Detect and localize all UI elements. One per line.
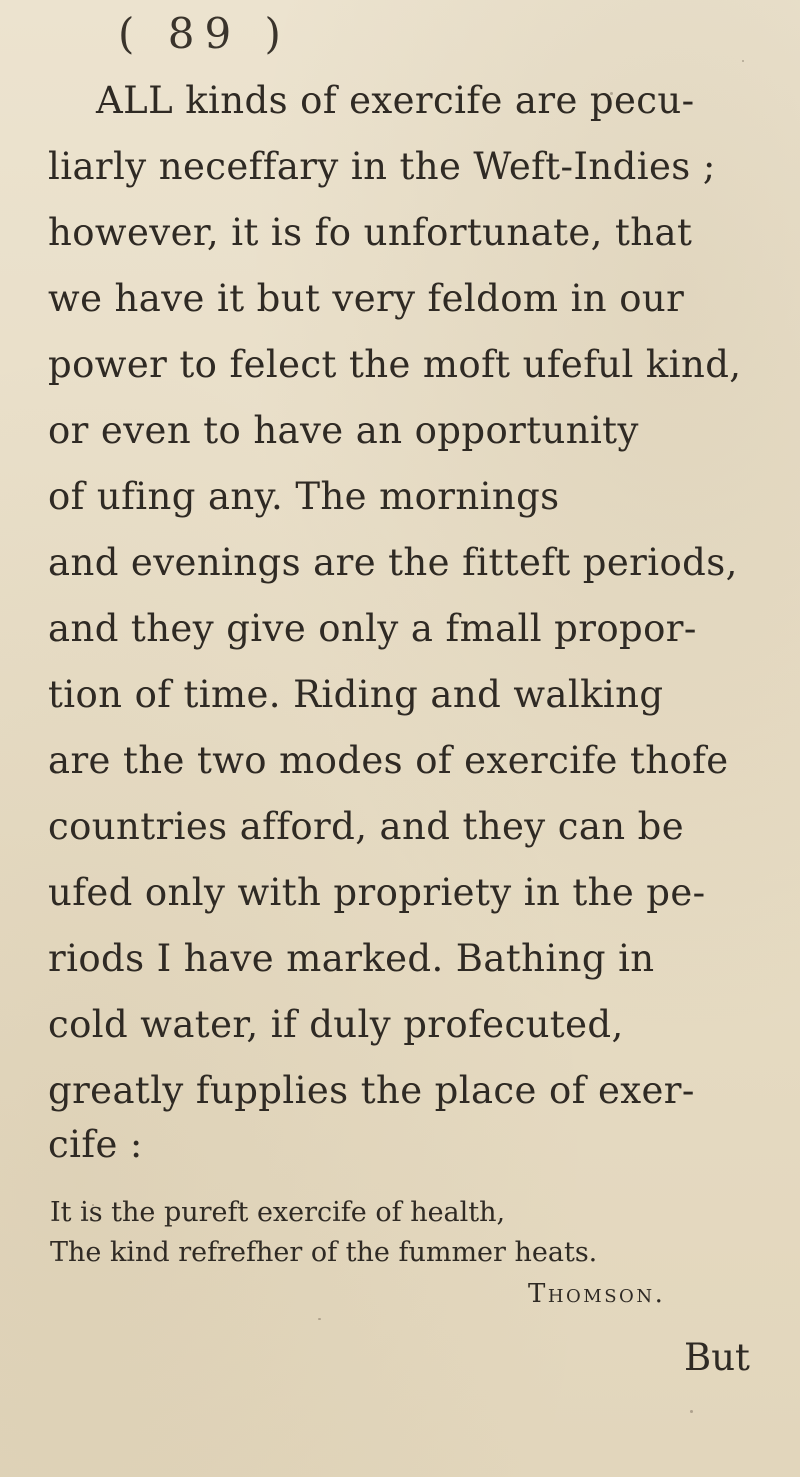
verse-attribution: Thomson. [528, 1279, 666, 1309]
text-line: of ufing any. The mornings [48, 475, 560, 518]
paper-speck [742, 60, 744, 62]
text-line: greatly fupplies the place of exer- [48, 1069, 695, 1112]
text-line: however, it is fo unfortunate, that [48, 211, 693, 254]
text-line: power to felect the moft ufeful kind, [48, 343, 742, 386]
paper-speck [610, 92, 613, 95]
text-line: and evenings are the fitteft periods, [48, 541, 738, 584]
text-line: cife : [48, 1123, 143, 1166]
text-line: liarly neceffary in the Weft-Indies ; [48, 145, 716, 188]
verse-line: The kind refrefher of the fummer heats. [50, 1237, 598, 1268]
text-line: countries afford, and they can be [48, 805, 685, 848]
text-line: are the two modes of exercife thofe [48, 739, 729, 782]
catchword: But [684, 1336, 750, 1379]
text-line: we have it but very feldom in our [48, 277, 685, 320]
text-line: ufed only with propriety in the pe- [48, 871, 706, 914]
paper-speck [318, 1318, 321, 1320]
text-line: tion of time. Riding and walking [48, 673, 664, 716]
verse-line: It is the pureft exercife of health, [50, 1197, 506, 1228]
text-line: ALL kinds of exercife are pecu- [96, 79, 695, 122]
text-line: and they give only a fmall propor- [48, 607, 697, 650]
paper-speck [92, 1204, 94, 1206]
text-line: cold water, if duly profecuted, [48, 1003, 624, 1046]
page-number: ( 89 ) [118, 9, 291, 58]
text-line: or even to have an opportunity [48, 409, 639, 452]
text-line: riods I have marked. Bathing in [48, 937, 655, 980]
paper-speck [690, 1410, 693, 1413]
